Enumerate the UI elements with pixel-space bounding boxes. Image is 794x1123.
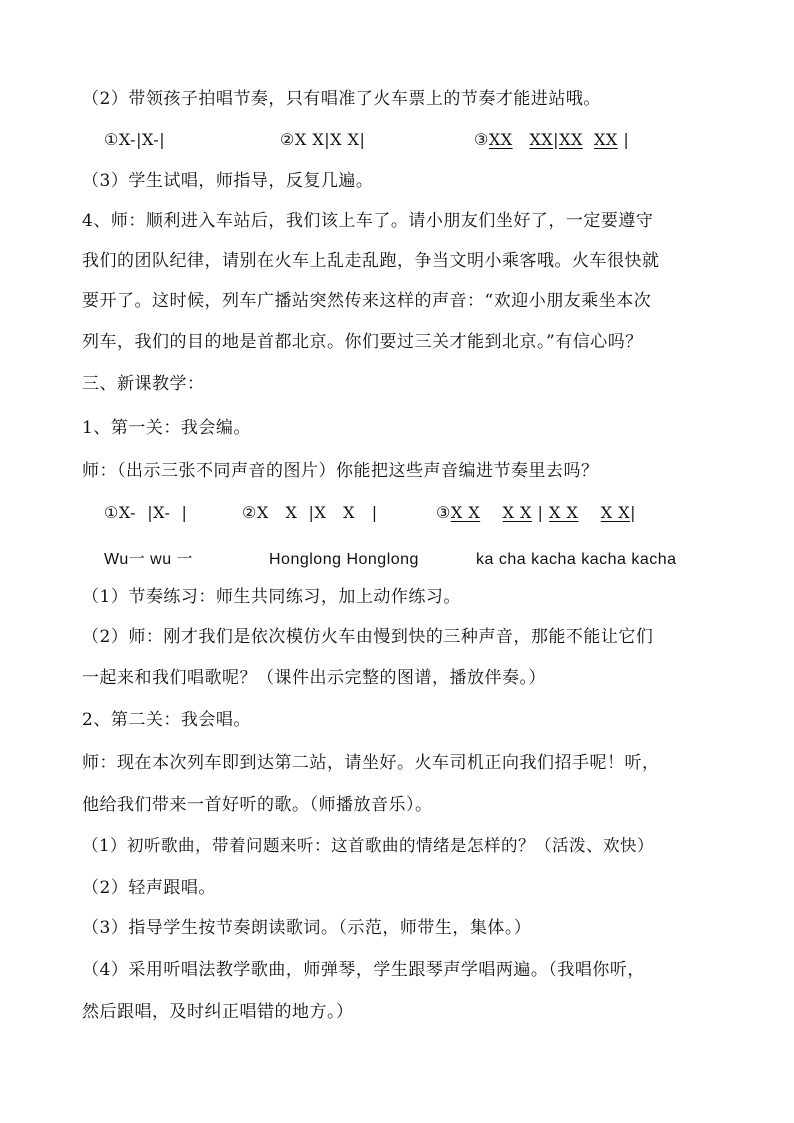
rhythm-1-c-bar: | [553,130,560,149]
rhythm-2-option-b: ②X X |X X | [242,503,378,522]
rhythm-2-c-prefix: ③ [436,503,451,522]
rhythm-1-c-prefix: ③ [474,130,489,149]
paragraph: 一起来和我们唱歌呢？（课件出示完整的图谱，播放伴奏。） [82,668,546,688]
rhythm-2-c-beat: X X [600,503,631,522]
rhythm-2-option-a: ①X- |X- | [104,503,188,522]
rhythm-2-option-c [436,502,636,524]
paragraph: 4、师：顺利进入车站后，我们该上车了。请小朋友们坐好了，一定要遵守 [82,211,654,231]
paragraph: 师：现在本次列车即到达第二站，请坐好。火车司机正向我们招手呢！听， [82,753,660,773]
rhythm-1-option-b: ②X X|X X| [280,130,366,149]
rhythm-1-c-beat: XX [529,130,554,149]
rhythm-line-2 [82,502,712,524]
paragraph: 然后跟唱，及时纠正唱错的地方。） [82,1002,354,1022]
paragraph: 我们的团队纪律，请别在火车上乱走乱跑，争当文明小乘客哦。火车很快就 [82,251,660,271]
subheading: 2、第二关：我会唱。 [82,710,251,730]
rhythm-2-c-beat: X X [450,503,481,522]
rhythm-1-c-bar: | [623,130,630,149]
paragraph: （1）节奏练习：师生共同练习，加上动作练习。 [82,587,461,607]
section-heading: 三、新课教学： [82,374,205,394]
rhythm-2-c-beat: X X [502,503,532,522]
paragraph: （4）采用听唱法教学歌曲，师弹琴，学生跟琴声学唱两遍。（我唱你听， [82,960,645,980]
rhythm-1-c-beat: XX [488,130,513,149]
rhythm-1-c-beat: XX [559,130,583,149]
rhythm-1-option-a: ①X-|X-| [104,130,166,149]
rhythm-2-c-beat: X X [549,503,579,522]
paragraph: 师：（出示三张不同声音的图片）你能把这些声音编进节奏里去吗？ [82,461,599,481]
subheading: 1、第一关：我会编。 [82,418,251,438]
sound-c: ka cha kacha kacha kacha [476,551,677,568]
rhythm-1-option-c [474,129,629,151]
paragraph: （3）学生试唱，师指导，反复几遍。 [82,171,374,191]
rhythm-2-c-bar: | [630,503,636,522]
paragraph: （2）轻声跟唱。 [82,878,216,898]
rhythm-2-c-bar: | [537,503,544,522]
rhythm-line-1 [82,129,712,151]
sound-syllables-line [82,549,712,571]
paragraph: （2）师：刚才我们是依次模仿火车由慢到快的三种声音，那能不能让它们 [82,627,654,647]
rhythm-1-c-beat: XX [594,130,618,149]
paragraph: 要开了。这时候，列车广播站突然传来这样的声音：“欢迎小朋友乘坐本次 [82,291,652,311]
paragraph: 他给我们带来一首好听的歌。（师播放音乐）。 [82,795,433,815]
sound-a: Wu一 wu 一 [104,551,194,568]
paragraph: （3）指导学生按节奏朗读歌词。（示范，师带生，集体。） [82,918,532,938]
paragraph: （2）带领孩子拍唱节奏，只有唱准了火车票上的节奏才能进站哦。 [82,89,601,109]
sound-b: Honglong Honglong [269,551,419,568]
paragraph: （1）初听歌曲，带着问题来听：这首歌曲的情绪是怎样的？（活泼、欢快） [82,836,654,855]
paragraph: 列车，我们的目的地是首都北京。你们要过三关才能到北京。”有信心吗？ [82,332,643,352]
